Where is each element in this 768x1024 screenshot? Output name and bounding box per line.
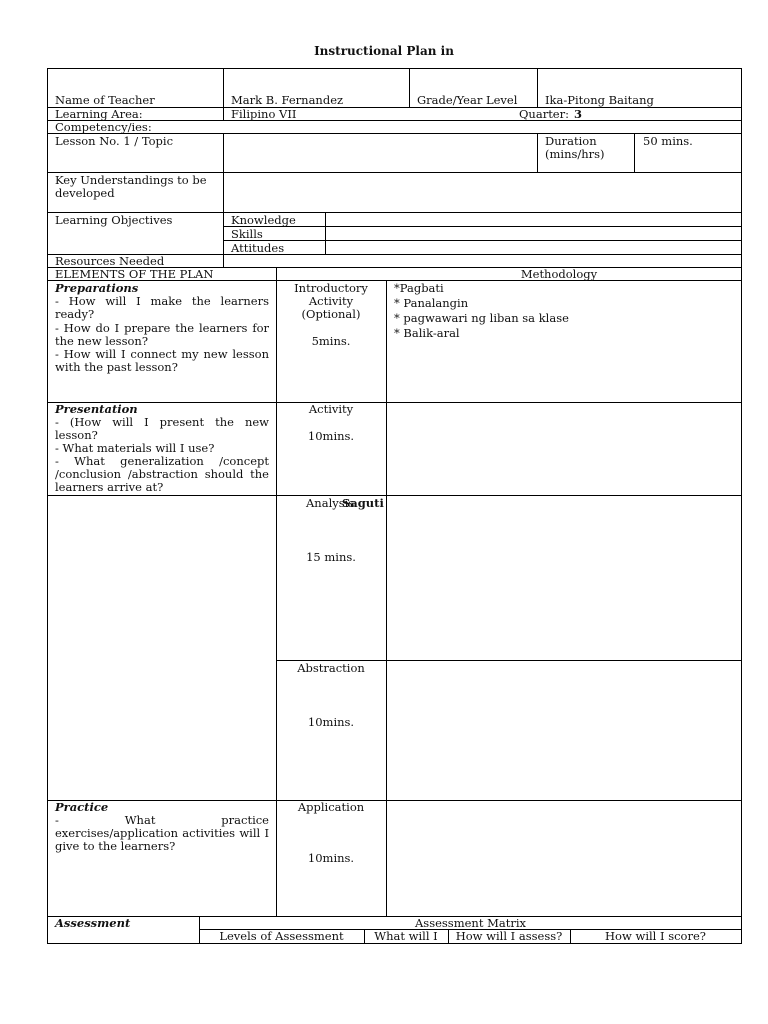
preparations-question: - How do I prepare the learners for the new lesson? bbox=[55, 321, 269, 348]
duration-value: 50 mins. bbox=[643, 134, 693, 148]
skills-label: Skills bbox=[231, 227, 263, 241]
practice-heading: Practice bbox=[55, 800, 109, 814]
learning-area-value: Filipino VII bbox=[231, 107, 297, 121]
quarter-label: Quarter: bbox=[519, 107, 569, 121]
application-stage: Application bbox=[297, 800, 365, 814]
introductory-activity-time: 5mins. bbox=[311, 334, 351, 348]
grade-level-label: Grade/Year Level bbox=[417, 93, 518, 107]
activity-stage: Activity bbox=[308, 402, 354, 416]
preparations-heading: Preparations bbox=[55, 281, 139, 295]
abstraction-time: 10mins. bbox=[307, 715, 355, 729]
activity-item: * pagwawari ng liban sa klase bbox=[394, 311, 569, 325]
application-time: 10mins. bbox=[307, 851, 355, 865]
key-understandings-label: Key Understandings to be developed bbox=[55, 173, 207, 200]
assessment-heading: Assessment bbox=[55, 916, 131, 930]
grade-level-value: Ika-Pitong Baitang bbox=[545, 93, 654, 107]
teacher-name-label: Name of Teacher bbox=[55, 93, 155, 107]
assessment-matrix-label: Assessment Matrix bbox=[414, 916, 527, 930]
methodology-label: Methodology bbox=[520, 267, 598, 281]
activity-item: * Balik-aral bbox=[394, 326, 460, 340]
assessment-column-header: Levels of Assessment bbox=[219, 929, 344, 943]
presentation-heading: Presentation bbox=[55, 402, 138, 416]
presentation-question: - What materials will I use? bbox=[55, 441, 215, 455]
assessment-column-header: How will I score? bbox=[605, 929, 706, 943]
preparations-question: - How will I make the learners ready? bbox=[55, 294, 269, 321]
presentation-question: - (How will I present the new lesson? bbox=[55, 415, 269, 442]
activity-item: *Pagbati bbox=[394, 281, 444, 295]
assessment-column-header: How will I assess? bbox=[455, 929, 563, 943]
preparations-question: - How will I connect my new lesson with the past lesson? bbox=[55, 347, 269, 374]
quarter-value: 3 bbox=[574, 107, 583, 121]
elements-of-plan-label: ELEMENTS OF THE PLAN bbox=[55, 267, 214, 281]
activity-item: * Panalangin bbox=[394, 296, 469, 310]
learning-area-label: Learning Area: bbox=[55, 107, 143, 121]
knowledge-label: Knowledge bbox=[231, 213, 296, 227]
resources-needed-label: Resources Needed bbox=[55, 254, 165, 268]
analysis-stage: Analysis bbox=[306, 496, 355, 510]
learning-objectives-label: Learning Objectives bbox=[55, 213, 173, 227]
presentation-question: - What generalization /concept /conclusion /abstraction should the learners arrive at? bbox=[55, 454, 269, 494]
teacher-name-value: Mark B. Fernandez bbox=[231, 93, 344, 107]
attitudes-label: Attitudes bbox=[231, 241, 285, 255]
activity-time: 10mins. bbox=[307, 429, 355, 443]
document-title: Instructional Plan in bbox=[314, 44, 454, 58]
competency-label: Competency/ies: bbox=[55, 120, 152, 134]
abstraction-stage: Abstraction bbox=[297, 661, 365, 675]
assessment-column-header: What will I bbox=[374, 929, 438, 943]
analysis-overlay-text: Saguti bbox=[342, 496, 384, 510]
analysis-time: 15 mins. bbox=[306, 550, 356, 564]
lesson-topic-label: Lesson No. 1 / Topic bbox=[55, 134, 174, 148]
introductory-activity-stage: Introductory Activity (Optional) bbox=[294, 281, 368, 321]
practice-question: - What practice exercises/application activities will I give to the learners? bbox=[55, 813, 269, 853]
duration-label: Duration (mins/hrs) bbox=[545, 134, 605, 161]
